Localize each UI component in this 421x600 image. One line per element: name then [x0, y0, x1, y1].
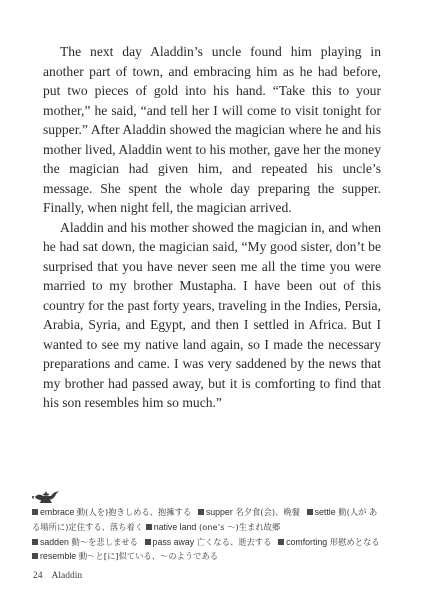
- bullet-square-icon: [146, 524, 152, 530]
- glossary-definition: 亡くなる、逝去する: [196, 536, 272, 547]
- glossary-entry: [198, 507, 300, 517]
- glossary-definition: (one’s ～)生まれ故郷: [198, 521, 281, 532]
- paragraph-2: Aladdin and his mother showed the magician in, and when he had sat down, the magician said, “My good sister, don’t be surprised that you have never seen me all the time you were married to my brother Mustapha. I have been out of this country for the past forty years, traveling in the Indies, Persia, Arabia, Syria, and Egypt, and then I settled in Africa. But I wanted to see my native land again, so I made the necessary preparations and came. I was very saddened by the news that my brother had passed away, but it is comforting to find that his son resembles him so much.”: [43, 219, 381, 410]
- running-title: Aladdin: [51, 571, 83, 581]
- bullet-square-icon: [307, 509, 313, 515]
- bullet-square-icon: [32, 553, 38, 559]
- bullet-square-icon: [32, 509, 38, 515]
- page-number: 24: [33, 571, 43, 581]
- magic-lamp-icon: [32, 488, 62, 506]
- story-text: [43, 42, 381, 413]
- glossary-definition: 動(人を)抱きしめる、抱擁する: [76, 507, 192, 517]
- glossary-entry: [278, 537, 380, 547]
- glossary-term: resemble: [40, 551, 77, 562]
- glossary-definition: 動(人が ある場所に)定住する、落ち着く: [32, 507, 378, 532]
- glossary-entry: [32, 507, 191, 517]
- bullet-square-icon: [198, 509, 204, 515]
- glossary-term: embrace: [40, 507, 75, 517]
- glossary-term: comforting: [286, 536, 328, 547]
- glossary-term: sadden: [40, 536, 69, 547]
- glossary-entry: [32, 551, 218, 561]
- paragraph-1: The next day Aladdin’s uncle found him playing in another part of town, and embracing him as he had before, put two pieces of gold into his hand. “Take this to your mother,” he said, “and tell her I will come to visit tonight for supper.” After Aladdin showed the magician where he and his mother lived, Aladdin went to his mother, gave her the money the magician had given him, and repeated his uncle’s message. She spent the whole day preparing the supper. Finally, when night fell, the magician arrived.: [43, 44, 381, 215]
- vocabulary-glossary: [32, 505, 384, 564]
- glossary-term: pass away: [152, 536, 195, 547]
- glossary-term: native land: [153, 521, 197, 532]
- glossary-entry: [146, 522, 281, 532]
- page-footer: [33, 571, 82, 581]
- glossary-entry: [145, 537, 272, 547]
- glossary-definition: 動～を悲しませる: [71, 536, 138, 547]
- bullet-square-icon: [278, 539, 284, 545]
- glossary-definition: 動～と[に]似ている、～のようである: [78, 551, 219, 562]
- glossary-definition: 名夕食(会)、晩餐: [235, 507, 300, 517]
- glossary-definition: 形慰めとなる: [329, 536, 380, 547]
- bullet-square-icon: [32, 539, 38, 545]
- bullet-square-icon: [145, 539, 151, 545]
- glossary-term: supper: [205, 507, 233, 517]
- glossary-entry: [32, 537, 138, 547]
- glossary-term: settle: [314, 507, 336, 517]
